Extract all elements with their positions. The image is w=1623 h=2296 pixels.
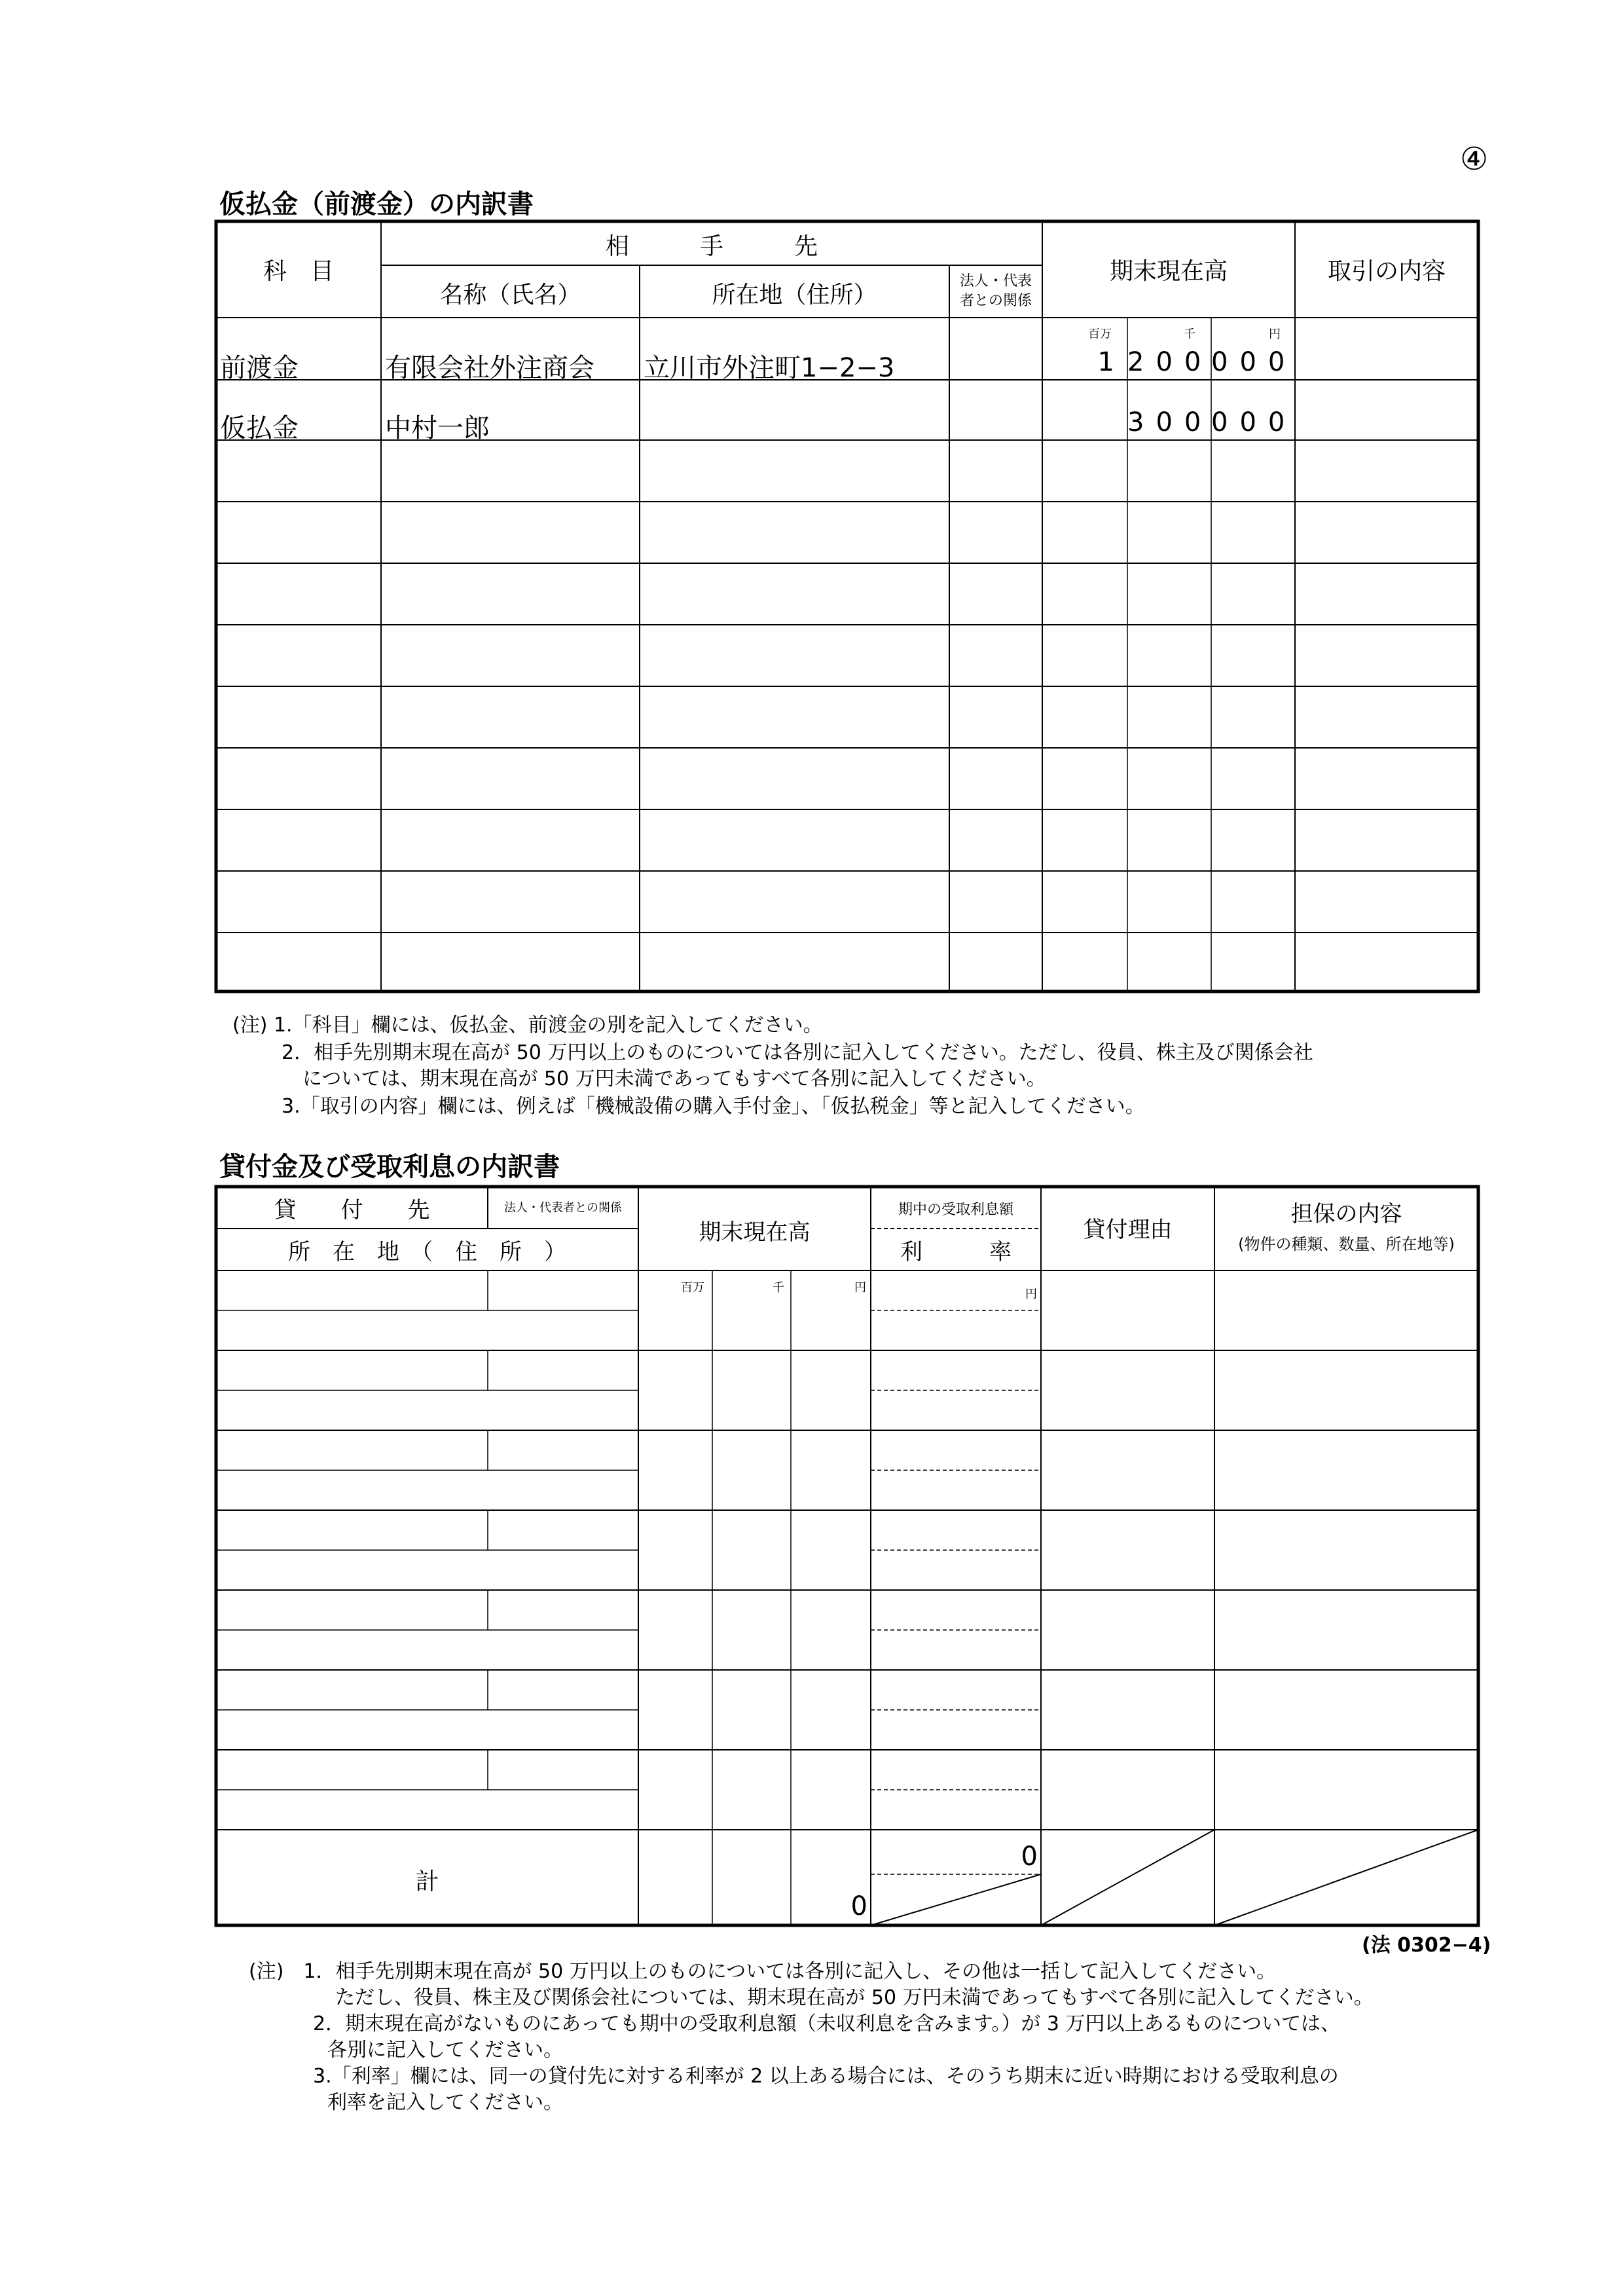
header-rate: 利 率 — [900, 1239, 1012, 1265]
header-loan-balance: 期末現在高 — [699, 1219, 811, 1246]
header-address: 所在地（住所） — [712, 282, 877, 308]
unit2-million: 百万 — [681, 1281, 704, 1295]
note1-3: 3.「取引の内容」欄には、例えば「機械設備の購入手付金」、「仮払税金」等と記入してください。 — [282, 1095, 1145, 1118]
header-subject: 科 目 — [263, 258, 334, 285]
unit-million: 百万 — [1088, 327, 1112, 341]
note2-3: 3.「利率」欄には、同一の貸付先に対する利率が 2 以上ある場合には、そのうち期末に近い時期における受取利息の — [313, 2065, 1339, 2088]
total-interest: 0 — [1021, 1842, 1038, 1872]
header-balance: 期末現在高 — [1109, 258, 1228, 285]
header-transaction: 取引の内容 — [1327, 258, 1446, 285]
note1-1: (注) 1.「科目」欄には、仮払金、前渡金の別を記入してください。 — [232, 1014, 823, 1037]
total-label: 計 — [415, 1868, 439, 1895]
unit-thousand: 千 — [1184, 327, 1195, 341]
total-balance: 0 — [850, 1891, 867, 1921]
section2-title: 貸付金及び受取利息の内訳書 — [219, 1152, 560, 1182]
header-collateral: 担保の内容 — [1290, 1201, 1402, 1227]
row2-amount-yen: 000 — [1211, 407, 1297, 437]
note1-2b: については、期末現在高が 50 万円未満であってもすべて各別に記入してください。 — [302, 1067, 1046, 1090]
row2-name: 中村一郎 — [385, 413, 490, 443]
unit-yen: 円 — [1269, 327, 1281, 341]
note2-1b: ただし、役員、株主及び関係会社については、期末現在高が 50 万円未満であってもすべて各別に記入してください。 — [335, 1986, 1374, 2009]
header-collateral-sub: (物件の種類、数量、所在地等) — [1238, 1235, 1455, 1253]
unit2-interest-yen: 円 — [1025, 1287, 1037, 1301]
header-relation: 法人・代表 者との関係 — [959, 273, 1032, 309]
row1-amount-yen: 000 — [1211, 347, 1297, 377]
header-lender: 貸 付 先 — [274, 1197, 430, 1223]
header-name: 名称（氏名） — [439, 282, 581, 308]
note2-1: (注) 1．相手先別期末現在高が 50 万円以上のものについては各別に記入し、その他は一括して記入してください。 — [249, 1960, 1277, 1983]
row2-subject: 仮払金 — [220, 413, 299, 443]
unit2-yen: 円 — [854, 1281, 866, 1295]
note2-2b: 各別に記入してください。 — [327, 2039, 563, 2062]
header-lender-address: 所 在 地 （ 住 所 ） — [288, 1239, 566, 1265]
page-number: ④ — [1460, 141, 1489, 177]
header-loan-reason: 貸付理由 — [1083, 1217, 1173, 1243]
row1-amount-million: 1 — [1097, 347, 1126, 377]
header-interest-received: 期中の受取利息額 — [898, 1202, 1013, 1218]
header-counterparty: 相 手 先 — [605, 233, 818, 260]
row1-name: 有限会社外注商会 — [385, 353, 594, 383]
form-code: (法 0302−4) — [1362, 1934, 1491, 1957]
unit2-thousand: 千 — [773, 1281, 784, 1295]
section1-title: 仮払金（前渡金）の内訳書 — [219, 189, 534, 219]
row1-amount-thousand: 200 — [1127, 347, 1213, 377]
note2-2: 2．期末現在高がないものにあっても期中の受取利息額（未収利息を含みます。）が 3 万円以上あるものについては、 — [313, 2012, 1340, 2035]
note2-3b: 利率を記入してください。 — [327, 2091, 563, 2114]
row2-amount-thousand: 300 — [1127, 407, 1213, 437]
row1-address: 立川市外注町1−2−3 — [644, 353, 895, 383]
note1-2: 2．相手先別期末現在高が 50 万円以上のものについては各別に記入してください。ただし、役員、株主及び関係会社 — [282, 1041, 1313, 1064]
header-lender-relation: 法人・代表者との関係 — [504, 1201, 622, 1215]
row1-subject: 前渡金 — [220, 353, 299, 383]
